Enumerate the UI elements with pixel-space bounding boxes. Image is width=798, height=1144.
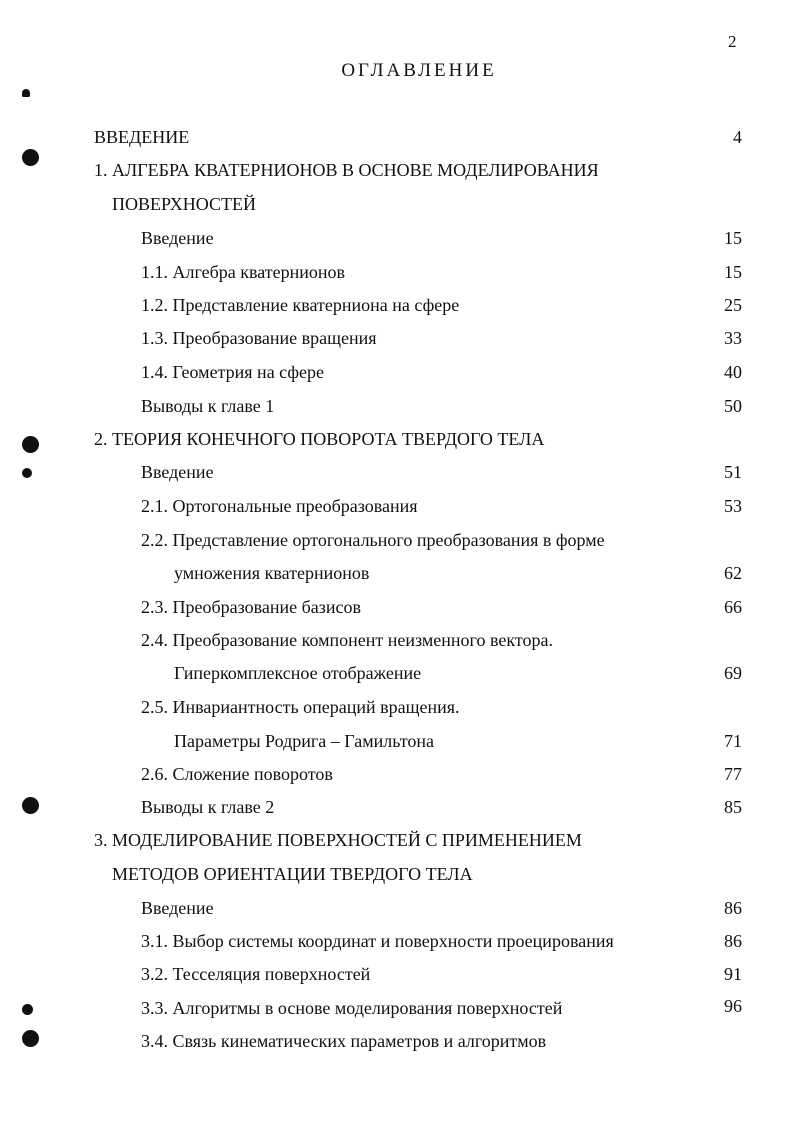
toc-entry-1-2: 1.2. Представление кватерниона на сфере	[141, 295, 460, 315]
toc-entry-2-4: 2.4. Преобразование компонент неизменного вектора.	[141, 630, 553, 650]
toc-entry-2-4-cont: Гиперкомплексное отображение	[174, 663, 422, 683]
toc-entry-2-1: 2.1. Ортогональные преобразования	[141, 496, 418, 516]
toc-entry-ch2-intro: Введение	[141, 462, 214, 482]
page-number: 2	[728, 32, 737, 51]
toc-page-3-1: 86	[724, 931, 742, 951]
toc-entry-2-5-cont: Параметры Родрига – Гамильтона	[174, 731, 434, 751]
toc-entry-chapter-2: 2. ТЕОРИЯ КОНЕЧНОГО ПОВОРОТА ТВЕРДОГО ТЕЛА	[94, 429, 545, 449]
toc-entry-2-2: 2.2. Представление ортогонального преобразования в форме	[141, 530, 605, 550]
binder-hole-mark	[22, 149, 39, 166]
toc-page-ch2-intro: 51	[724, 462, 742, 482]
toc-entry-ch3-intro: Введение	[141, 898, 214, 918]
toc-page-2-2: 62	[724, 563, 742, 583]
toc-page-3-3: 96	[724, 996, 742, 1016]
toc-entry-chapter-3-cont: МЕТОДОВ ОРИЕНТАЦИИ ТВЕРДОГО ТЕЛА	[112, 864, 473, 884]
toc-entry-introduction: ВВЕДЕНИЕ	[94, 127, 190, 147]
toc-entry-1-1: 1.1. Алгебра кватернионов	[141, 262, 346, 282]
toc-entry-2-3: 2.3. Преобразование базисов	[141, 597, 362, 617]
binder-hole-mark	[22, 797, 39, 814]
toc-entry-chapter-3: 3. МОДЕЛИРОВАНИЕ ПОВЕРХНОСТЕЙ С ПРИМЕНЕНИЕМ	[94, 830, 582, 850]
toc-entry-1-4: 1.4. Геометрия на сфере	[141, 362, 325, 382]
toc-entry-ch2-conclusions: Выводы к главе 2	[141, 797, 275, 817]
toc-entry-2-6: 2.6. Сложение поворотов	[141, 764, 333, 784]
page-title: ОГЛАВЛЕНИЕ	[341, 60, 497, 81]
toc-page-2-1: 53	[724, 496, 742, 516]
toc-entry-3-3: 3.3. Алгоритмы в основе моделирования поверхностей	[141, 998, 563, 1018]
binder-hole-mark	[22, 468, 32, 478]
toc-page-1-1: 15	[724, 262, 742, 282]
toc-entry-ch1-conclusions: Выводы к главе 1	[141, 396, 275, 416]
toc-page-introduction: 4	[733, 127, 742, 147]
binder-hole-mark	[22, 436, 39, 453]
toc-entry-ch1-intro: Введение	[141, 228, 214, 248]
toc-entry-chapter-1-cont: ПОВЕРХНОСТЕЙ	[112, 194, 256, 214]
toc-page-ch1-conclusions: 50	[724, 396, 742, 416]
toc-entry-3-1: 3.1. Выбор системы координат и поверхности проецирования	[141, 931, 614, 951]
toc-page-2-4: 69	[724, 663, 742, 683]
toc-page-1-2: 25	[724, 295, 742, 315]
toc-page-2-5: 71	[724, 731, 742, 751]
toc-entry-chapter-1: 1. АЛГЕБРА КВАТЕРНИОНОВ В ОСНОВЕ МОДЕЛИРОВАНИЯ	[94, 160, 599, 180]
toc-page-2-3: 66	[724, 597, 742, 617]
binder-hole-mark	[22, 89, 30, 97]
toc-entry-2-2-cont: умножения кватернионов	[174, 563, 370, 583]
toc-page-1-3: 33	[724, 328, 742, 348]
binder-hole-mark	[22, 1030, 39, 1047]
toc-entry-1-3: 1.3. Преобразование вращения	[141, 328, 377, 348]
toc-page-ch2-conclusions: 85	[724, 797, 742, 817]
toc-page-1-4: 40	[724, 362, 742, 382]
binder-hole-mark	[22, 1004, 33, 1015]
toc-page-2-6: 77	[724, 764, 742, 784]
toc-page-ch1-intro: 15	[724, 228, 742, 248]
toc-page-ch3-intro: 86	[724, 898, 742, 918]
toc-entry-3-2: 3.2. Тесселяция поверхностей	[141, 964, 371, 984]
toc-entry-3-4: 3.4. Связь кинематических параметров и алгоритмов	[141, 1031, 547, 1051]
toc-entry-2-5: 2.5. Инвариантность операций вращения.	[141, 697, 460, 717]
toc-page-3-2: 91	[724, 964, 742, 984]
